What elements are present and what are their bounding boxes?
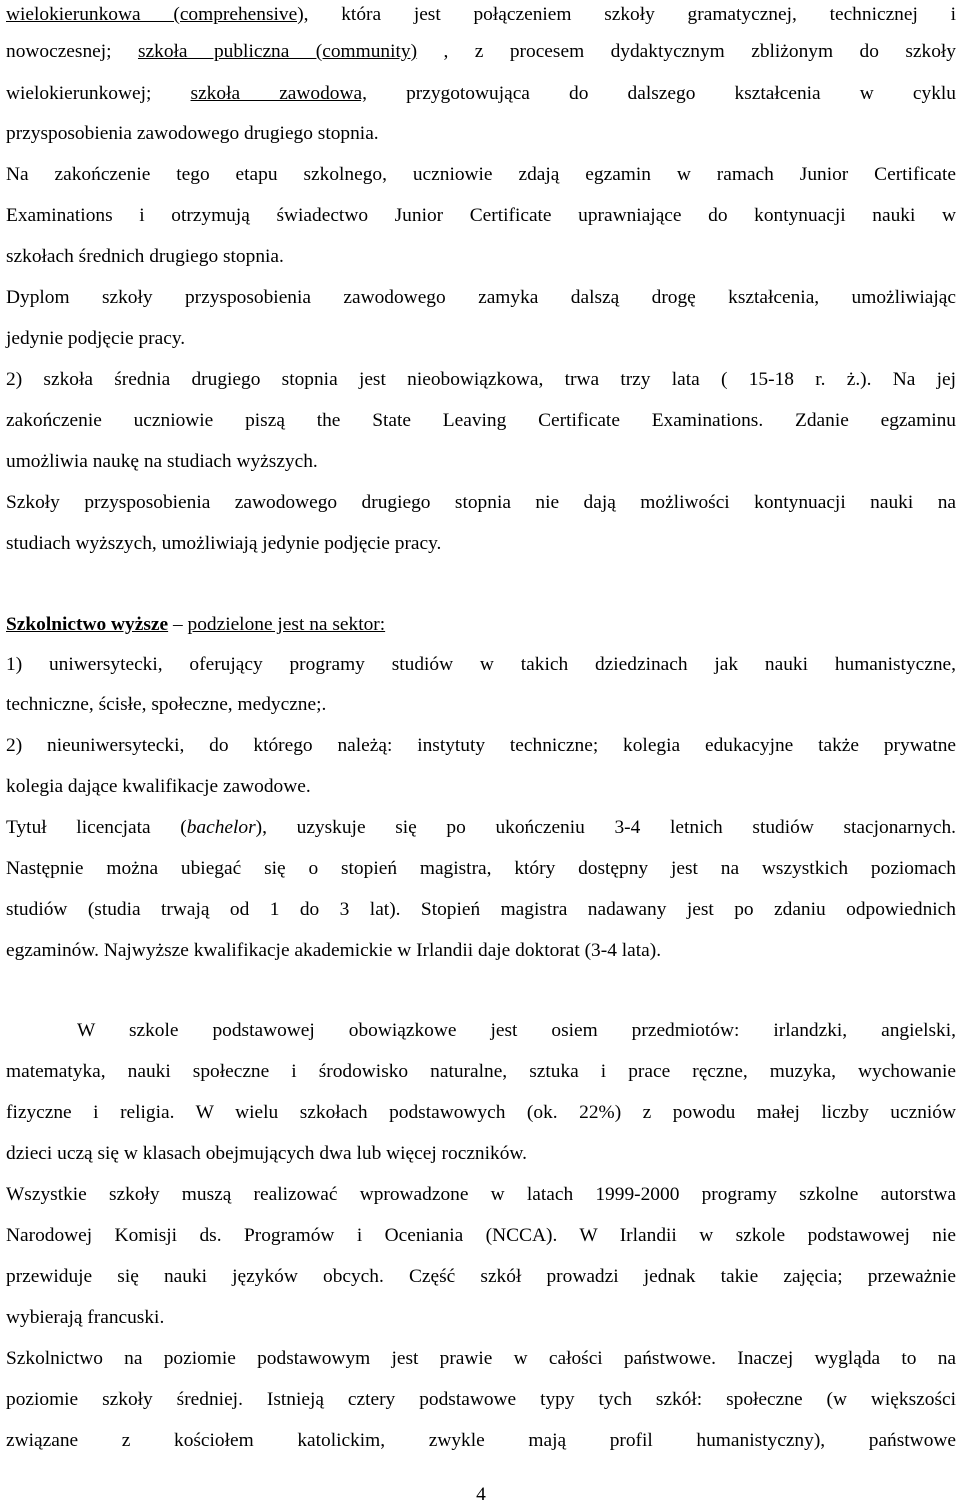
text-line: nowoczesnej; szkoła publiczna (community) , z procesem dydaktycznym zbliżonym do szkoły	[6, 41, 956, 62]
section-heading: Szkolnictwo wyższe – podzielone jest na sektor:	[6, 614, 386, 635]
text-line: Tytuł licencjata (bachelor), uzyskuje się po ukończeniu 3-4 letnich studiów stacjonarnych.	[6, 817, 957, 838]
text-line: W szkole podstawowej obowiązkowe jest osiem przedmiotów: irlandzki, angielski,	[77, 1020, 956, 1041]
text-line: 1) uniwersytecki, oferujący programy studiów w takich dziedzinach jak nauki humanistyczne,	[6, 654, 956, 675]
text-line: wielokierunkowa (comprehensive), która jest połączeniem szkoły gramatycznej, technicznej i	[6, 4, 956, 25]
text-line: umożliwia naukę na studiach wyższych.	[6, 451, 318, 472]
text-line: Narodowej Komisji ds. Programów i Oceniania (NCCA). W Irlandii w szkole podstawowej nie	[6, 1225, 956, 1246]
text-line: poziomie szkoły średniej. Istnieją cztery podstawowe typy tych szkół: społeczne (w większości	[6, 1389, 956, 1410]
text-line: studiach wyższych, umożliwiają jedynie podjęcie pracy.	[6, 533, 442, 554]
text-line: wielokierunkowej; szkoła zawodowa, przygotowująca do dalszego kształcenia w cyklu	[6, 83, 956, 104]
text-line: egzaminów. Najwyższe kwalifikacje akademickie w Irlandii daje doktorat (3-4 lata).	[6, 940, 662, 961]
text-line: studiów (studia trwają od 1 do 3 lat). Stopień magistra nadawany jest po zdaniu odpowiednich	[6, 899, 956, 920]
text-line: Szkoły przysposobienia zawodowego drugiego stopnia nie dają możliwości kontynuacji nauki na	[6, 492, 956, 513]
text-line: jedynie podjęcie pracy.	[6, 328, 186, 349]
text-line: techniczne, ścisłe, społeczne, medyczne;.	[6, 694, 327, 715]
text-line: związane z kościołem katolickim, zwykle mają profil humanistyczny), państwowe	[6, 1430, 956, 1451]
text-line: Examinations i otrzymują świadectwo Junior Certificate uprawniające do kontynuacji nauki w	[6, 205, 956, 226]
page-number: 4	[476, 1484, 486, 1505]
text-line: Wszystkie szkoły muszą realizować wprowadzone w latach 1999-2000 programy szkolne autorstwa	[6, 1184, 956, 1205]
text-line: matematyka, nauki społeczne i środowisko naturalne, sztuka i prace ręczne, muzyka, wychowanie	[6, 1061, 956, 1082]
text-line: przysposobienia zawodowego drugiego stopnia.	[6, 123, 379, 144]
text-line: 2) szkoła średnia drugiego stopnia jest nieobowiązkowa, trwa trzy lata ( 15-18 r. ż.). Na jej	[6, 369, 956, 390]
text-line: fizyczne i religia. W wielu szkołach podstawowych (ok. 22%) z powodu małej liczby uczniów	[6, 1102, 956, 1123]
heading-term: Szkolnictwo wyższe	[6, 614, 169, 635]
text-line: zakończenie uczniowie piszą the State Leaving Certificate Examinations. Zdanie egzaminu	[6, 410, 956, 431]
text-line: Dyplom szkoły przysposobienia zawodowego zamyka dalszą drogę kształcenia, umożliwiając	[6, 287, 956, 308]
text-line: przewiduje się nauki języków obcych. Część szkół prowadzi jednak takie zajęcia; przeważnie	[6, 1266, 956, 1287]
text-line: 2) nieuniwersytecki, do którego należą: instytuty techniczne; kolegia edukacyjne także prywatne	[6, 735, 956, 756]
italic-term: bachelor	[186, 817, 256, 838]
text-line: Na zakończenie tego etapu szkolnego, uczniowie zdają egzamin w ramach Junior Certificate	[6, 164, 956, 185]
text-line: dzieci uczą się w klasach obejmujących dwa lub więcej roczników.	[6, 1143, 527, 1164]
text-line: Następnie można ubiegać się o stopień magistra, który dostępny jest na wszystkich poziomach	[6, 858, 956, 879]
text-line: Szkolnictwo na poziomie podstawowym jest prawie w całości państwowe. Inaczej wygląda to na	[6, 1348, 956, 1369]
text-line: kolegia dające kwalifikacje zawodowe.	[6, 776, 311, 797]
text-line: wybierają francuski.	[6, 1307, 165, 1328]
underlined-term: szkoła publiczna (community)	[137, 41, 418, 62]
underlined-term: wielokierunkowa (comprehensive),	[6, 4, 309, 25]
text-line: szkołach średnich drugiego stopnia.	[6, 246, 284, 267]
underlined-term: szkoła zawodowa,	[190, 83, 367, 104]
